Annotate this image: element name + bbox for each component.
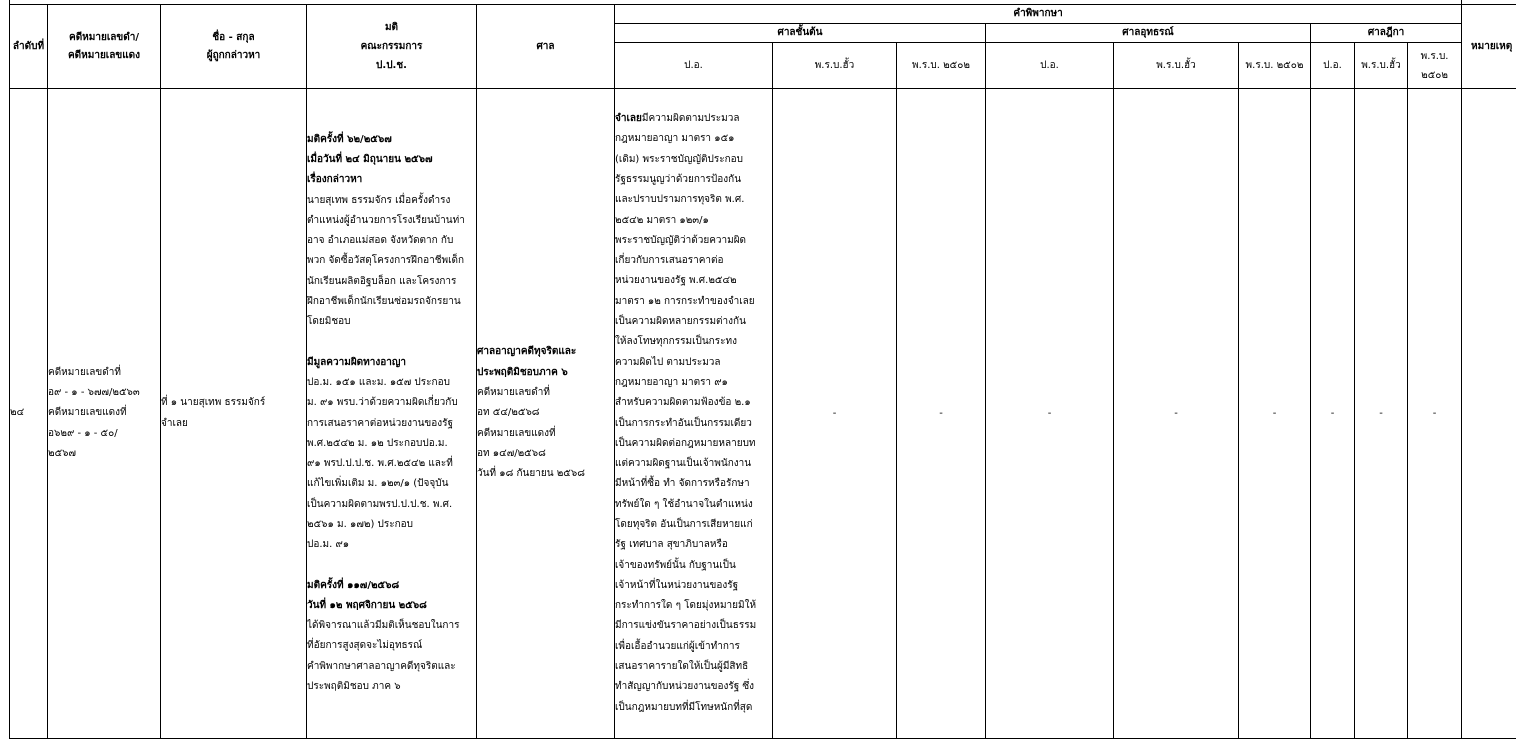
header-no: ลำดับที่ bbox=[10, 5, 48, 89]
appeal-criminal-code-value: - bbox=[986, 89, 1114, 739]
appeal-act-2502-value: - bbox=[1239, 89, 1311, 739]
court-case-details: คดีหมายเลขดำที่ อท ๕๔/๒๕๖๘ คดีหมายเลขแดงที่ อท ๑๔๗/๒๕๖๘ วันที่ ๑๘ กันยายน ๒๕๖๘ bbox=[477, 383, 614, 484]
resolution-1-date: เมื่อวันที่ ๒๔ มิถุนายน ๒๕๖๗ bbox=[307, 150, 476, 170]
header-remark: หมายเหตุ bbox=[1462, 5, 1516, 89]
header-first-bid-act: พ.ร.บ.ฮั้ว bbox=[773, 43, 897, 89]
resolution-2-title: มีมูลความผิดทางอาญา bbox=[307, 353, 476, 373]
header-appeal-act-2502: พ.ร.บ. ๒๕๐๒ bbox=[1239, 43, 1311, 89]
header-first-criminal-code: ป.อ. bbox=[615, 43, 773, 89]
case-table bbox=[9, 0, 1516, 739]
header-name: ชื่อ - สกุล ผู้ถูกกล่าวหา bbox=[161, 5, 307, 89]
appeal-bid-act-value: - bbox=[1114, 89, 1239, 739]
header-supreme-criminal-code: ป.อ. bbox=[1311, 43, 1355, 89]
header-court-appeal: ศาลอุทธรณ์ bbox=[986, 24, 1311, 43]
resolution-3-title: มติครั้งที่ ๑๑๗/๒๕๖๘ bbox=[307, 576, 476, 596]
resolution-2-text: ปอ.ม. ๑๕๑ และม. ๑๕๗ ประกอบ ม. ๙๑ พรบ.ว่าด้วยความผิดเกี่ยวกับ การเสนอราคาต่อหน่วยงานของรัฐ พ.ศ.๒๕๔๒ ม. ๑๒ ประกอบปอ.ม. ๙๑ พรป.ป.ป.ช. พ.ศ.๒๕๔๒ และที่ แก้ไขเพิ่มเติม ม. ๑๒๓/๑ (ปัจจุบัน เป็นความผิดตามพรป.ป.ป.ช. พ.ศ. ๒๕๖๑ ม. ๑๗๒) ประกอบ ปอ.ม. ๙๑ bbox=[307, 373, 476, 556]
header-court-supreme: ศาลฎีกา bbox=[1311, 24, 1462, 43]
supreme-criminal-code-value: - bbox=[1311, 89, 1355, 739]
supreme-bid-act-value: - bbox=[1355, 89, 1408, 739]
judgment-text: มีความผิดตามประมวล กฎหมายอาญา มาตรา ๑๕๑ (เดิม) พระราชบัญญัติประกอบ รัฐธรรมนูญว่าด้วยการป้องกัน และปราบปรามการทุจริต พ.ศ. ๒๕๔๒ มาตรา ๑๒๓/๑ พระราชบัญญัติว่าด้วยความผิด เกี่ยวกับการเสนอราคาต่อ หน่วยงานของรัฐ พ.ศ.๒๕๔๒ มาตรา ๑๒ การกระทำของจำเลย เป็นความผิดหลายกรรมต่างกัน ให้ลงโทษทุกกรรมเป็นกระทง ความผิดไป ตามประมวล กฎหมายอาญา มาตรา ๙๑ สำหรับความผิดตามฟ้องข้อ ๒.๑ เป็นการกระทำอันเป็นกรรมเดียว เป็นความผิดต่อกฎหมายหลายบท แต่ความผิดฐานเป็นเจ้าพนักงาน มีหน้าที่ซื้อ ทำ จัดการหรือรักษา ทรัพย์ใด ๆ ใช้อำนาจในตำแหน่ง โดยทุจริต อันเป็นการเสียหายแก่ รัฐ เทศบาล สุขาภิบาลหรือ เจ้าของทรัพย์นั้น กับฐานเป็น เจ้าหน้าที่ในหน่วยงานของรัฐ กระทำการใด ๆ โดยมุ่งหมายมิให้ มีการแข่งขันราคาอย่างเป็นธรรม เพื่อเอื้ออำนวยแก่ผู้เข้าทำการ เสนอราคารายใดให้เป็นผู้มีสิทธิ ทำสัญญากับหน่วยงานของรัฐ ซึ่ง เป็นกฎหมายบทที่มีโทษหนักที่สุด bbox=[615, 113, 756, 713]
header-court: ศาล bbox=[477, 5, 615, 89]
resolution-1-text: นายสุเทพ ธรรมจักร เมื่อครั้งดำรง ตำแหน่งผู้อำนวยการโรงเรียนบ้านท่า อาจ อำเภอแม่สอด จังหวัดตาก กับ พวก จัดซื้อวัสดุโครงการฝึกอาชีพเด็ก นักเรียนผลิตอิฐบล็อก และโครงการ ฝึกอาชีพเด็กนักเรียนซ่อมรถจักรยาน โดยมิชอบ bbox=[307, 191, 476, 333]
row-name: ที่ ๑ นายสุเทพ ธรรมจักร์ จำเลย bbox=[161, 89, 307, 739]
resolution-3-date: วันที่ ๑๒ พฤศจิกายน ๒๕๖๘ bbox=[307, 596, 476, 616]
first-act-2502-value: - bbox=[897, 89, 986, 739]
header-judgment: คำพิพากษา bbox=[615, 5, 1462, 24]
header-appeal-bid-act: พ.ร.บ.ฮั้ว bbox=[1114, 43, 1239, 89]
judgment-lead: จำเลย bbox=[615, 113, 642, 124]
row-case-no: คดีหมายเลขดำที่ อ๙ - ๑ - ๖๗๗/๒๕๖๓ คดีหมายเลขแดงที่ อ๖๒๙ - ๑ - ๕๐/ ๒๕๖๗ bbox=[48, 89, 161, 739]
header-supreme-bid-act: พ.ร.บ.ฮั้ว bbox=[1355, 43, 1408, 89]
header-first-act-2502: พ.ร.บ. ๒๕๐๒ bbox=[897, 43, 986, 89]
row-no: ๒๔ bbox=[10, 89, 48, 739]
court-name: ศาลอาญาคดีทุจริตและ ประพฤติมิชอบภาค ๖ bbox=[477, 342, 614, 383]
resolution-1-subject: เรื่องกล่าวหา bbox=[307, 170, 476, 190]
header-resolution: มติ คณะกรรมการ ป.ป.ช. bbox=[307, 5, 477, 89]
row-resolution bbox=[307, 89, 477, 739]
header-appeal-criminal-code: ป.อ. bbox=[986, 43, 1114, 89]
row-judgment bbox=[615, 89, 773, 739]
row-court bbox=[477, 89, 615, 739]
first-bid-act-value: - bbox=[773, 89, 897, 739]
header-court-first: ศาลชั้นต้น bbox=[615, 24, 986, 43]
resolution-3-text: ได้พิจารณาแล้วมีมติเห็นชอบในการ ที่อัยการสูงสุดจะไม่อุทธรณ์ คำพิพากษาศาลอาญาคดีทุจริตและ ประพฤติมิชอบ ภาค ๖ bbox=[307, 616, 476, 697]
supreme-act-2502-value: - bbox=[1408, 89, 1462, 739]
row-remark bbox=[1462, 89, 1516, 739]
resolution-1-title: มติครั้งที่ ๖๒/๒๕๖๗ bbox=[307, 130, 476, 150]
header-case-no: คดีหมายเลขดำ/ คดีหมายเลขแดง bbox=[48, 5, 161, 89]
header-supreme-act-2502: พ.ร.บ. ๒๕๐๒ bbox=[1408, 43, 1462, 89]
table-row bbox=[10, 89, 1516, 739]
